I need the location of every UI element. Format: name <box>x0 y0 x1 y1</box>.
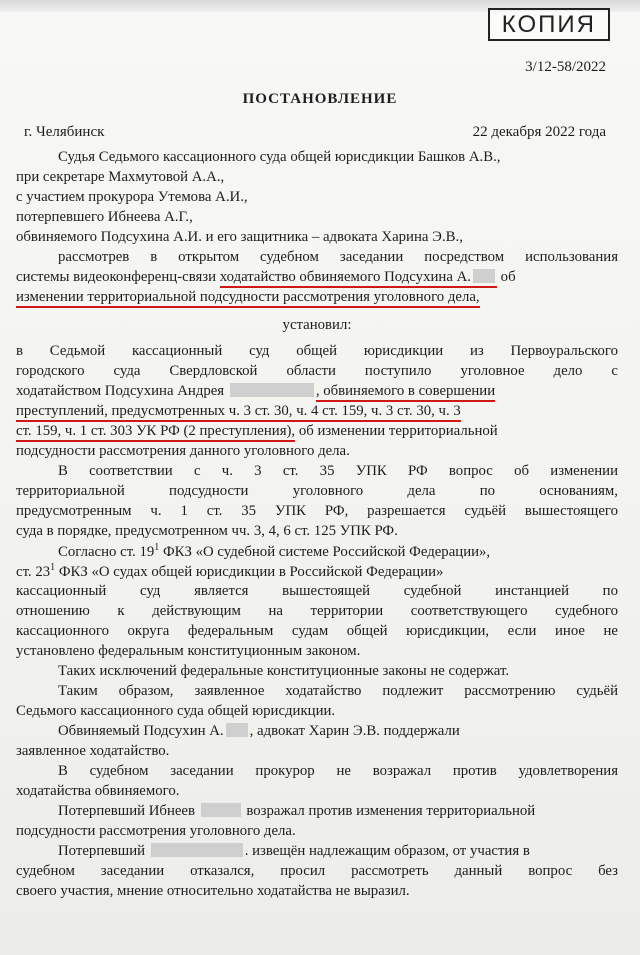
established-heading: установил: <box>282 317 352 333</box>
p7-line-1: В судебном заседании прокурор не возражал против удовлетворения <box>58 763 618 779</box>
date-text: 22 декабря 2022 года <box>472 124 606 140</box>
p3-line-1 <box>16 542 618 562</box>
redaction-block <box>473 269 495 283</box>
p2-line-1: В соответствии с ч. 3 ст. 35 УПК РФ вопрос об изменении <box>58 463 618 479</box>
redaction-block <box>226 723 248 737</box>
established-line-3-start: ходатайством Подсухина Андрея <box>16 383 225 399</box>
intro-line-7 <box>16 268 618 288</box>
established-line-5-end: об изменении территориальной <box>298 423 498 439</box>
established-line-3 <box>16 382 618 402</box>
case-number: 3/12-58/2022 <box>525 59 606 75</box>
p9-line-3: своего участия, мнение относительно ходатайства не выразил. <box>16 883 410 899</box>
p5-line-1: Таким образом, заявленное ходатайство подлежит рассмотрению судьёй <box>58 683 618 699</box>
p9-line-1 <box>16 842 618 862</box>
p9-line-1-start: Потерпевший <box>58 843 146 859</box>
redaction-block <box>230 383 314 397</box>
p4-line: Таких исключений федеральные конституционные законы не содержат. <box>58 663 510 679</box>
p3-line-1-end: ФКЗ «О судебной системе Российской Федерации», <box>162 544 491 560</box>
intro-line-7-start: системы видеоконференц-связи <box>16 269 217 285</box>
superscript: 1 <box>154 542 160 553</box>
intro-line-4: потерпевшего Ибнеева А.Г., <box>16 209 193 225</box>
p2-line-4: суда в порядке, предусмотренном чч. 3, 4, 6 ст. 125 УПК РФ. <box>16 523 398 539</box>
redaction-block <box>151 843 243 857</box>
p8-line-1 <box>16 802 618 822</box>
p6-line-1-end: , адвокат Харин Э.В. поддержали <box>249 723 460 739</box>
underlined-charges: преступлений, предусмотренных ч. 3 ст. 30, ч. 4 ст. 159, ч. 3 ст. 30, ч. 3 <box>16 403 461 422</box>
underlined-motion <box>220 269 497 288</box>
intro-line-7-end: об <box>500 269 516 285</box>
p2-line-3: предусмотренным ч. 1 ст. 35 УПК РФ, разрешается судьёй вышестоящего <box>16 503 618 519</box>
p8-line-1-start: Потерпевший Ибнеев <box>58 803 195 819</box>
intro-line-6: рассмотрев в открытом судебном заседании посредством использования <box>58 249 618 265</box>
p8-line-1-end: возражал против изменения территориальной <box>246 803 536 819</box>
intro-line-3: с участием прокурора Утемова А.И., <box>16 189 248 205</box>
p8-line-2: подсудности рассмотрения уголовного дела. <box>16 823 296 839</box>
p7-line-2: ходатайства обвиняемого. <box>16 783 180 799</box>
p9-line-2: судебном заседании отказался, просил рассмотреть данный вопрос без <box>16 863 618 879</box>
established-line-6: подсудности рассмотрения данного уголовного дела. <box>16 443 350 459</box>
established-line-4 <box>16 402 618 422</box>
motion-text: ходатайство обвиняемого Подсухина А. <box>219 269 471 285</box>
established-line-1: в Седьмой кассационный суд общей юрисдикции из Первоуральского <box>16 343 618 359</box>
copy-stamp: КОПИЯ <box>488 8 610 41</box>
underlined-charges-end: ст. 159, ч. 1 ст. 303 УК РФ (2 преступления), <box>16 423 295 442</box>
intro-line-2: при секретаре Махмутовой А.А., <box>16 169 225 185</box>
established-line-2: городского суда Свердловской области поступило уголовное дело с <box>16 363 618 379</box>
p3-line-1-start: Согласно ст. 19 <box>58 544 155 560</box>
place-text: г. Челябинск <box>24 124 105 140</box>
p3-line-2-start: ст. 23 <box>16 564 51 580</box>
document-body <box>16 148 618 902</box>
established-line-5 <box>16 422 618 442</box>
p2-line-2: территориальной подсудности уголовного дела по основаниям, <box>16 483 618 499</box>
underlined-subject: изменении территориальной подсудности рассмотрения уголовного дела, <box>16 289 480 308</box>
p5-line-2: Седьмого кассационного суда общей юрисдикции. <box>16 703 336 719</box>
underlined-charge-start: , обвиняемого в совершении <box>316 383 495 402</box>
p3-line-4: отношению к действующим на территории соответствующего судебного <box>16 603 618 619</box>
p9-line-1-end: . извещён надлежащим образом, от участия в <box>244 843 530 859</box>
p6-line-2: заявленное ходатайство. <box>16 743 170 759</box>
p3-line-2-end: ФКЗ «О судах общей юрисдикции в Российской Федерации» <box>58 564 444 580</box>
intro-line-8 <box>16 288 618 308</box>
intro-line-5: обвиняемого Подсухина А.И. и его защитника – адвоката Харина Э.В., <box>16 229 463 245</box>
p3-line-2 <box>16 562 618 582</box>
p3-line-6: установлено федеральным конституционным законом. <box>16 643 361 659</box>
p3-line-3: кассационный суд является вышестоящей судебной инстанцией по <box>16 583 618 599</box>
superscript: 1 <box>50 562 56 573</box>
p6-line-1 <box>16 722 618 742</box>
document-title: ПОСТАНОВЛЕНИЕ <box>242 91 398 107</box>
p3-line-5: кассационного округа федеральным судам общей юрисдикции, если иное не <box>16 623 618 639</box>
redaction-block <box>201 803 241 817</box>
p6-line-1-start: Обвиняемый Подсухин А. <box>58 723 224 739</box>
intro-line-1: Судья Седьмого кассационного суда общей юрисдикции Башков А.В., <box>58 149 501 165</box>
